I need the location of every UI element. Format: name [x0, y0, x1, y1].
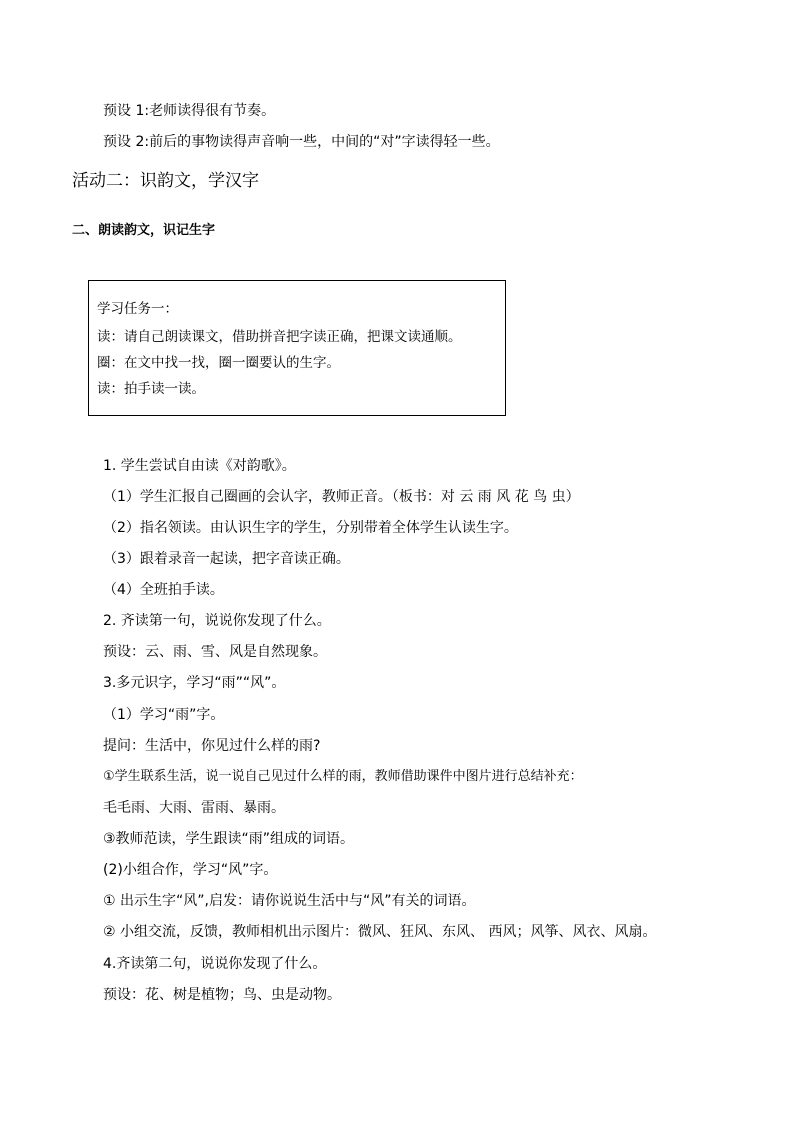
step-1-sub-3: （3）跟着录音一起读，把字音读正确。: [103, 551, 350, 567]
preset-2: 预设 2:前后的事物读得声音响一些，中间的“对”字读得轻一些。: [103, 134, 500, 150]
step-3-sub-2-point-2: ② 小组交流，反馈，教师相机出示图片：微风、狂风、东风、 西风；风筝、风衣、风扇。: [103, 924, 657, 940]
step-1-sub-2: （2）指名领读。由认识生字的学生，分别带着全体学生认读生字。: [103, 520, 518, 536]
preset-1: 预设 1:老师读得很有节奏。: [103, 103, 276, 119]
step-1-sub-1: （1）学生汇报自己圈画的会认字，教师正音。（板书：对 云 雨 风 花 鸟 虫）: [103, 489, 580, 505]
step-3-question: 提问：生活中，你见过什么样的雨?: [103, 738, 321, 754]
step-3-sub-2-point-1: ① 出示生字“风”,启发：请你说说生活中与“风”有关的词语。: [103, 893, 476, 909]
step-3-point-1: ①学生联系生活，说一说自己见过什么样的雨，教师借助课件中图片进行总结补充：: [103, 769, 583, 784]
step-4-preset: 预设：花、树是植物；鸟、虫是动物。: [103, 987, 341, 1003]
step-3-words: 毛毛雨、大雨、雷雨、暴雨。: [103, 800, 285, 816]
step-3-sub-2: (2)小组合作，学习“风”字。: [103, 862, 278, 878]
step-1: 1. 学生尝试自由读《对韵歌》。: [103, 458, 296, 474]
step-3: 3.多元识字，学习“雨”“风”。: [103, 675, 286, 691]
step-1-sub-4: （4）全班拍手读。: [103, 582, 224, 598]
task-box-title: 学习任务一：: [97, 301, 178, 317]
step-2-preset: 预设：云、雨、雪、风是自然现象。: [103, 644, 327, 660]
task-item-clap-read: 读：拍手读一读。: [97, 381, 205, 397]
task-item-read: 读：请自己朗读课文，借助拼音把字读正确，把课文读通顺。: [97, 329, 462, 345]
step-4: 4.齐读第二句，说说你发现了什么。: [103, 956, 327, 972]
step-2: 2. 齐读第一句，说说你发现了什么。: [103, 613, 331, 629]
task-box: [88, 280, 506, 416]
step-3-point-3: ③教师范读，学生跟读“雨”组成的词语。: [103, 831, 355, 847]
step-3-sub-1: （1）学习“雨”字。: [103, 707, 225, 723]
activity-title: 活动二：识韵文，学汉字: [72, 171, 259, 191]
section-heading: 二、朗读韵文，识记生字: [72, 223, 216, 238]
task-item-circle: 圈：在文中找一找，圈一圈要认的生字。: [97, 355, 340, 371]
